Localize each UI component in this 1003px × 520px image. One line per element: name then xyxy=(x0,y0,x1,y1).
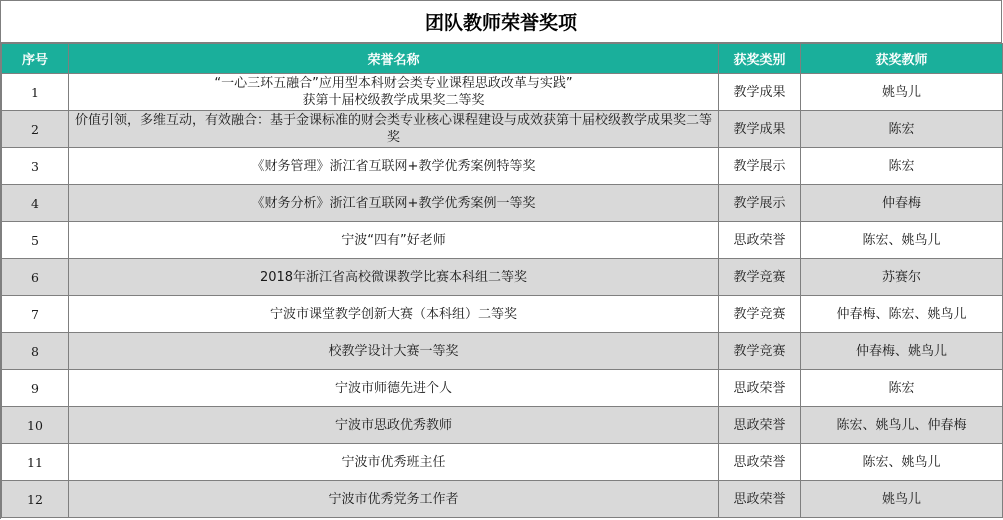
cell-teacher: 陈宏 xyxy=(801,148,1003,185)
cell-index: 8 xyxy=(2,333,69,370)
table-row xyxy=(2,333,1003,370)
table-row xyxy=(2,481,1003,518)
cell-teacher: 仲春梅、姚鸟儿 xyxy=(801,333,1003,370)
table-row xyxy=(2,444,1003,481)
cell-teacher: 姚鸟儿 xyxy=(801,74,1003,111)
cell-honor-name: 宁波市思政优秀教师 xyxy=(69,407,719,444)
cell-honor-name: 宁波市优秀班主任 xyxy=(69,444,719,481)
cell-honor-name: 宁波市师德先进个人 xyxy=(69,370,719,407)
cell-index: 7 xyxy=(2,296,69,333)
cell-honor-name: 宁波市课堂教学创新大赛（本科组）二等奖 xyxy=(69,296,719,333)
cell-teacher: 仲春梅 xyxy=(801,185,1003,222)
cell-teacher: 陈宏、姚鸟儿 xyxy=(801,222,1003,259)
cell-honor-name: 价值引领，多维互动，有效融合：基于金课标准的财会类专业核心课程建设与成效获第十届校级教学成果奖二等奖 xyxy=(69,111,719,148)
table-row xyxy=(2,222,1003,259)
cell-index: 1 xyxy=(2,74,69,111)
cell-teacher: 姚鸟儿 xyxy=(801,481,1003,518)
cell-award-type: 思政荣誉 xyxy=(719,370,801,407)
cell-award-type: 思政荣誉 xyxy=(719,444,801,481)
header-award-type: 获奖类别 xyxy=(719,44,801,74)
cell-teacher: 陈宏 xyxy=(801,111,1003,148)
cell-award-type: 教学竞赛 xyxy=(719,333,801,370)
cell-teacher: 仲春梅、陈宏、姚鸟儿 xyxy=(801,296,1003,333)
header-index: 序号 xyxy=(2,44,69,74)
cell-award-type: 教学展示 xyxy=(719,185,801,222)
table-row xyxy=(2,185,1003,222)
cell-teacher: 陈宏、姚鸟儿、仲春梅 xyxy=(801,407,1003,444)
cell-honor-name: 校教学设计大赛一等奖 xyxy=(69,333,719,370)
table-row xyxy=(2,148,1003,185)
header-honor-name: 荣誉名称 xyxy=(69,44,719,74)
cell-award-type: 思政荣誉 xyxy=(719,222,801,259)
cell-award-type: 教学成果 xyxy=(719,74,801,111)
cell-award-type: 教学展示 xyxy=(719,148,801,185)
cell-teacher: 陈宏 xyxy=(801,370,1003,407)
cell-index: 4 xyxy=(2,185,69,222)
table-row xyxy=(2,296,1003,333)
cell-index: 9 xyxy=(2,370,69,407)
cell-award-type: 教学成果 xyxy=(719,111,801,148)
cell-award-type: 教学竞赛 xyxy=(719,296,801,333)
table-row xyxy=(2,407,1003,444)
cell-index: 3 xyxy=(2,148,69,185)
cell-award-type: 思政荣誉 xyxy=(719,481,801,518)
cell-award-type: 思政荣誉 xyxy=(719,407,801,444)
table-body xyxy=(2,74,1003,518)
cell-honor-name: 宁波市优秀党务工作者 xyxy=(69,481,719,518)
cell-honor-name: 2018年浙江省高校微课教学比赛本科组二等奖 xyxy=(69,259,719,296)
cell-honor-name: “一心三环五融合”应用型本科财会类专业课程思政改革与实践” 获第十届校级教学成果奖二等奖 xyxy=(69,74,719,111)
cell-honor-name: 宁波“四有”好老师 xyxy=(69,222,719,259)
cell-teacher: 苏赛尔 xyxy=(801,259,1003,296)
header-row xyxy=(2,44,1003,74)
table-row xyxy=(2,74,1003,111)
cell-index: 11 xyxy=(2,444,69,481)
cell-award-type: 教学竞赛 xyxy=(719,259,801,296)
cell-index: 6 xyxy=(2,259,69,296)
cell-index: 2 xyxy=(2,111,69,148)
cell-index: 12 xyxy=(2,481,69,518)
table-row xyxy=(2,370,1003,407)
honors-table xyxy=(1,43,1003,518)
header-teacher: 获奖教师 xyxy=(801,44,1003,74)
cell-honor-name: 《财务分析》浙江省互联网+教学优秀案例一等奖 xyxy=(69,185,719,222)
cell-index: 5 xyxy=(2,222,69,259)
cell-teacher: 陈宏、姚鸟儿 xyxy=(801,444,1003,481)
cell-honor-name: 《财务管理》浙江省互联网+教学优秀案例特等奖 xyxy=(69,148,719,185)
cell-index: 10 xyxy=(2,407,69,444)
table-row xyxy=(2,259,1003,296)
table-row xyxy=(2,111,1003,148)
sheet-title: 团队教师荣誉奖项 xyxy=(1,1,1002,43)
